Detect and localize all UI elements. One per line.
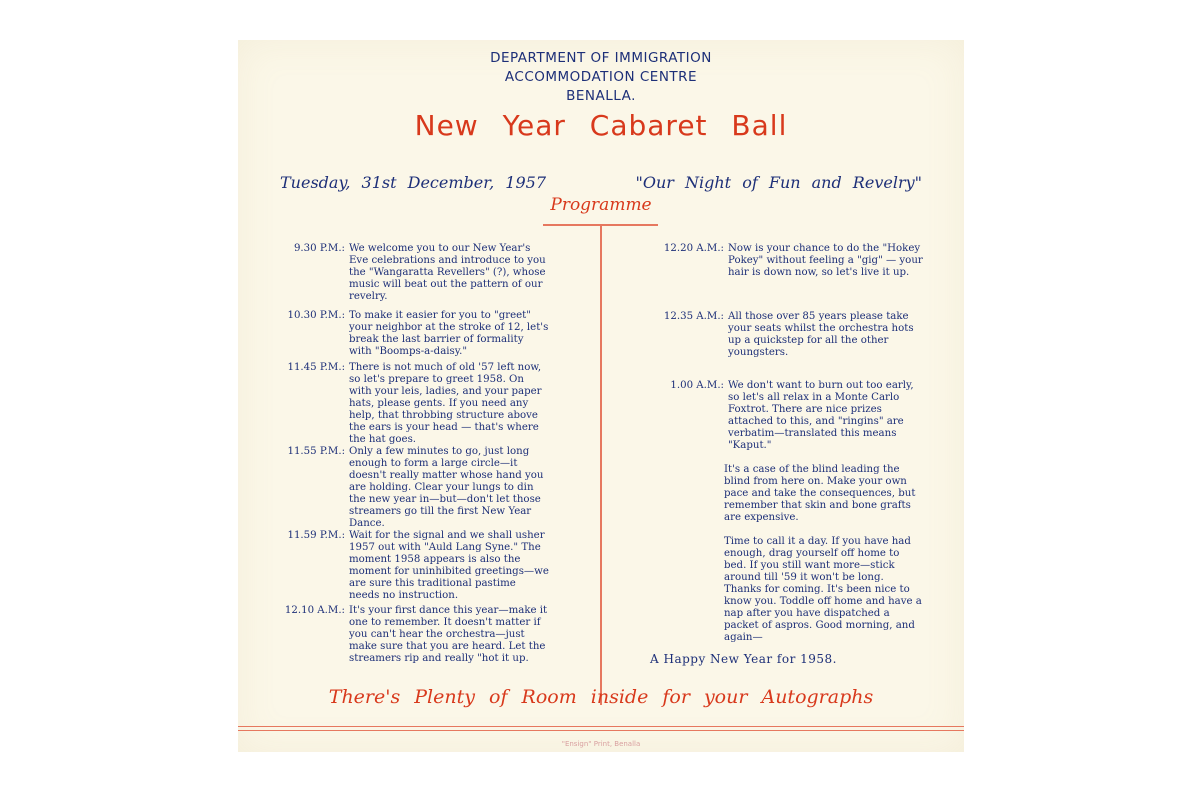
event-date: Tuesday, 31st December, 1957 <box>280 173 546 192</box>
entry-text: There is not much of old '57 left now, so let's prepare to greet 1958. On with your leis, ladies, and your paper hats, please gents. If you need any help, that throbbing structure above the ears is your head — that's where the hat goes. <box>349 362 542 445</box>
note-paragraph: It's a case of the blind leading the blind from here on. Make your own pace and take the consequences, but remember that skin and bone grafts are expensive. <box>724 464 916 523</box>
programme-heading: Programme <box>550 195 652 215</box>
event-tagline: "Our Night of Fun and Revelry" <box>635 173 922 192</box>
entry-time: 9.30 P.M.: <box>293 243 345 254</box>
schedule-entry <box>287 446 549 530</box>
footer-rule <box>238 730 964 731</box>
closing-line: A Happy New Year for 1958. <box>650 652 837 666</box>
schedule-entry <box>287 530 549 602</box>
schedule-entry <box>670 380 923 452</box>
footer-rule <box>238 726 964 727</box>
note-paragraph: Time to call it a day. If you have had enough, drag yourself off home to bed. If you still want more—stick around till '59 it won't be long. Thanks for coming. It's been nice to know you. Toddle off home and have a nap after you have dispatched a packet of aspros. Good morning, and again— <box>724 536 922 643</box>
column-divider <box>600 225 602 705</box>
schedule-entry <box>293 243 549 303</box>
entry-time: 11.45 P.M.: <box>287 362 345 373</box>
schedule-entry <box>663 243 923 279</box>
entry-time: 12.35 A.M.: <box>663 311 724 322</box>
entry-text: All those over 85 years please take your seats whilst the orchestra hots up a quickstep for all the other youngsters. <box>728 311 914 358</box>
schedule-entry <box>284 605 549 665</box>
entry-text: To make it easier for you to "greet" your neighbor at the stroke of 12, let's break the last barrier of formality with "Boomps-a-daisy." <box>349 310 549 357</box>
location-heading: BENALLA. <box>566 88 636 104</box>
entry-text: We welcome you to our New Year's Eve celebrations and introduce to you the "Wangaratta Revellers" (?), whose music will beat out the pattern of our revelry. <box>349 243 546 302</box>
autographs-banner: There's Plenty of Room inside for your Autographs <box>328 686 874 708</box>
programme-sheet <box>238 40 964 752</box>
printer-credit: "Ensign" Print, Benalla <box>561 740 641 748</box>
entry-text: Wait for the signal and we shall usher 1957 out with "Auld Lang Syne." The moment 1958 appears is also the moment for uninhibited greetings—we are sure this traditional pastime needs no instruction. <box>349 530 549 601</box>
entry-text: We don't want to burn out too early, so let's all relax in a Monte Carlo Foxtrot. There are nice prizes attached to this, and "ringins" are verbatim—translated this means "Kaput." <box>728 380 914 451</box>
entry-text: It's your first dance this year—make it one to remember. It doesn't matter if you can't hear the orchestra—just make sure that you are heard. Let the streamers rip and really "hot it up. <box>349 605 548 664</box>
centre-heading: ACCOMMODATION CENTRE <box>504 69 698 85</box>
entry-text: Only a few minutes to go, just long enough to form a large circle—it doesn't really matter whose hand you are holding. Clear your lungs to din the new year in—but—don't let those streamers go till the first New Year Dance. <box>349 446 544 529</box>
schedule-entry <box>287 310 549 358</box>
schedule-entry <box>663 311 923 359</box>
entry-time: 10.30 P.M.: <box>287 310 345 321</box>
entry-text: Now is your chance to do the "Hokey Pokey" without feeling a "gig" — your hair is down now, so let's live it up. <box>728 243 923 278</box>
schedule-entry <box>287 362 549 446</box>
entry-time: 12.10 A.M.: <box>284 605 345 616</box>
entry-time: 11.55 P.M.: <box>287 446 345 457</box>
entry-time: 12.20 A.M.: <box>663 243 724 254</box>
entry-time: 1.00 A.M.: <box>670 380 724 391</box>
event-title: New Year Cabaret Ball <box>414 109 788 142</box>
department-heading: DEPARTMENT OF IMMIGRATION <box>490 50 712 66</box>
entry-time: 11.59 P.M.: <box>287 530 345 541</box>
